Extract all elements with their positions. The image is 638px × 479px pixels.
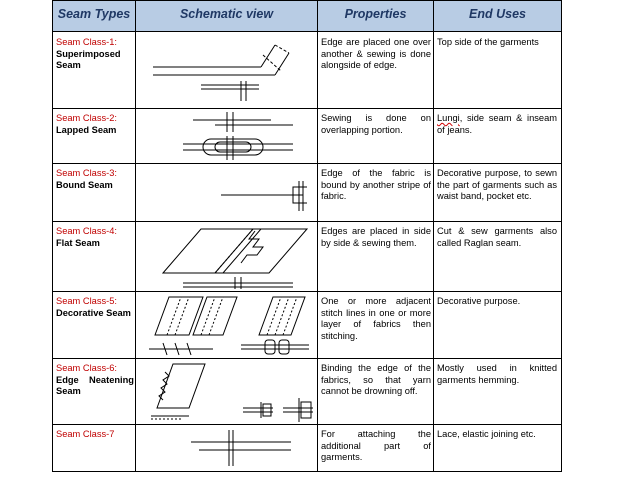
header-seam-types bbox=[53, 1, 135, 31]
class7-seam-diagram bbox=[143, 426, 313, 470]
row-divider bbox=[53, 31, 561, 32]
column-divider bbox=[317, 1, 318, 471]
superimposed-seam-diagram bbox=[143, 37, 313, 105]
end-uses-cell: Decorative purpose. bbox=[437, 296, 521, 306]
end-uses-cell: Cut & sew garments also called Raglan seam. bbox=[437, 226, 557, 248]
end-uses-cell: Mostly used in knitted garments hemming. bbox=[437, 363, 557, 385]
seam-name: Flat Seam bbox=[56, 237, 100, 248]
seam-class-label: Seam Class-6: bbox=[56, 363, 117, 373]
seam-name: Decorative Seam bbox=[56, 307, 131, 318]
end-uses-cell: Lace, elastic joining etc. bbox=[437, 429, 536, 439]
lapped-seam-diagram bbox=[143, 110, 313, 162]
header-label: Schematic view bbox=[179, 7, 274, 21]
properties-cell: Edge are placed one over another & sewing is done alongside of edge. bbox=[321, 37, 431, 71]
row-divider bbox=[53, 358, 561, 359]
properties-cell: For attaching the additional part of garments. bbox=[321, 429, 431, 463]
seam-class-label: Seam Class-1: bbox=[56, 37, 117, 47]
properties-cell: Binding the edge of the fabrics, so that yarn cannot be drowning off. bbox=[321, 363, 431, 397]
header-end-uses bbox=[434, 1, 561, 31]
seam-class-label: Seam Class-7 bbox=[56, 429, 115, 439]
edge-neatening-seam-diagram bbox=[143, 360, 313, 424]
row-divider bbox=[53, 221, 561, 222]
column-divider bbox=[433, 1, 434, 471]
row-divider bbox=[53, 424, 561, 425]
bound-seam-diagram bbox=[143, 167, 313, 219]
header-label: Properties bbox=[344, 7, 407, 21]
row-divider bbox=[53, 163, 561, 164]
end-uses-text: , side seam & inseam of jeans. bbox=[437, 113, 557, 135]
seam-name: Superimposed Seam bbox=[56, 48, 121, 71]
seam-class-label: Seam Class-3: bbox=[56, 168, 117, 178]
header-label: Seam Types bbox=[57, 7, 131, 21]
properties-cell: One or more adjacent stitch lines in one or more layer of fabrics then stitching. bbox=[321, 296, 431, 341]
seam-class-label: Seam Class-2: bbox=[56, 113, 117, 123]
seam-type-cell bbox=[56, 296, 134, 319]
seam-type-cell bbox=[56, 226, 134, 249]
properties-cell: Edge of the fabric is bound by another stripe of fabric. bbox=[321, 168, 431, 202]
row-divider bbox=[53, 291, 561, 292]
decorative-seam-diagram bbox=[141, 293, 315, 357]
properties-cell: Edges are placed in side by side & sewing them. bbox=[321, 226, 431, 248]
properties-cell: Sewing is done on overlapping portion. bbox=[321, 113, 431, 135]
seam-type-cell bbox=[56, 429, 134, 441]
flat-seam-diagram bbox=[143, 223, 313, 289]
seam-name: Edge Neatening Seam bbox=[56, 374, 134, 397]
header-properties bbox=[318, 1, 433, 31]
seam-type-cell bbox=[56, 37, 134, 72]
row-divider bbox=[53, 108, 561, 109]
end-uses-cell: Top side of the garments bbox=[437, 37, 539, 47]
end-uses-cell: Decorative purpose, to sewn the part of garments such as waist band, pocket etc. bbox=[437, 168, 557, 202]
seam-type-cell bbox=[56, 363, 134, 398]
seam-type-cell bbox=[56, 113, 134, 136]
seam-name: Bound Seam bbox=[56, 179, 113, 190]
header-label: End Uses bbox=[469, 7, 526, 21]
seam-class-label: Seam Class-4: bbox=[56, 226, 117, 236]
seam-types-table bbox=[52, 0, 562, 472]
header-schematic-view bbox=[136, 1, 317, 31]
seam-type-cell bbox=[56, 168, 134, 191]
end-uses-cell bbox=[437, 113, 557, 136]
seam-class-label: Seam Class-5: bbox=[56, 296, 117, 306]
column-divider bbox=[135, 1, 136, 471]
end-uses-word-lungi: Lungi bbox=[437, 113, 460, 123]
seam-name: Lapped Seam bbox=[56, 124, 117, 135]
